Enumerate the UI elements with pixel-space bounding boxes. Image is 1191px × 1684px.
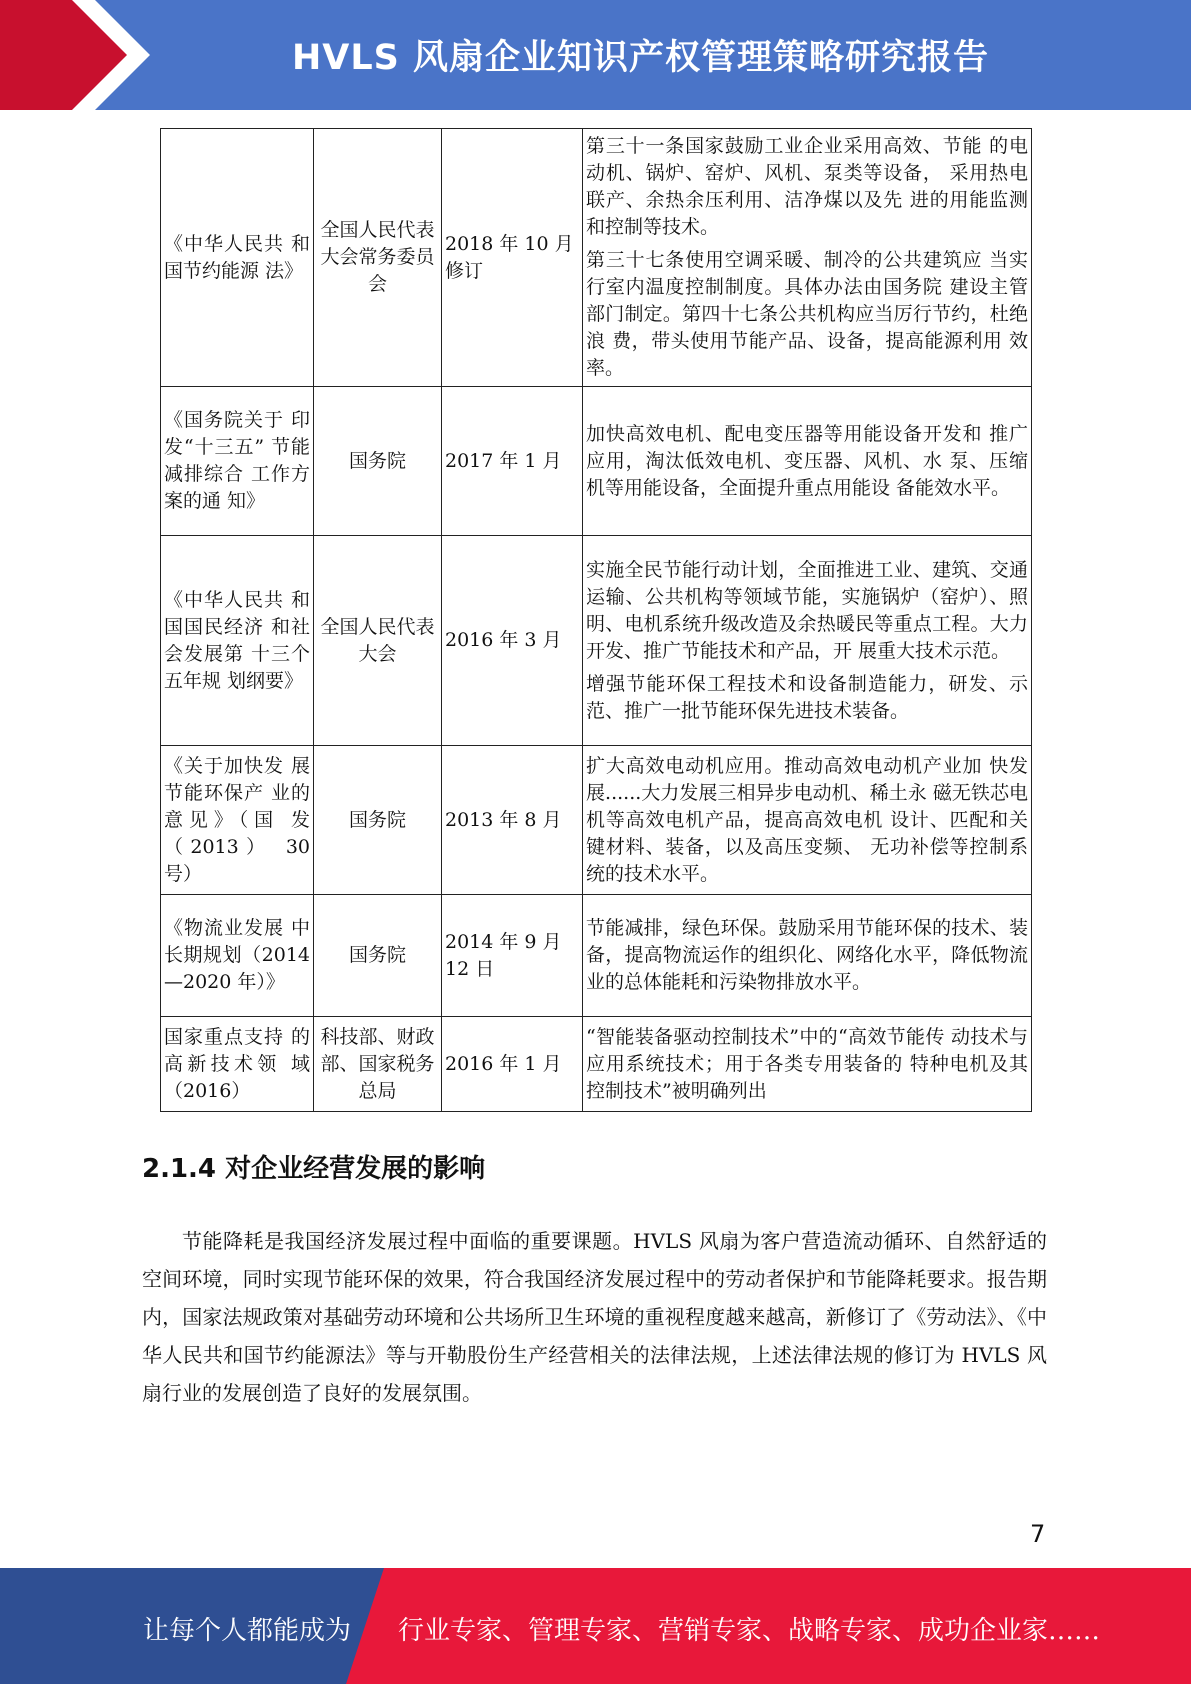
section-heading: 2.1.4 对企业经营发展的影响 [142, 1154, 486, 1184]
policy-name-cell: 《物流业发展 中长期规划（2014—2020 年）》 [161, 895, 314, 1017]
issuer-cell: 国务院 [314, 895, 442, 1017]
content-cell [583, 1017, 1032, 1112]
table-row [161, 387, 1032, 536]
content-paragraph: 第三十七条使用空调采暖、制冷的公共建筑应 当实行室内温度控制制度。具体办法由国务院 建设主管部门制定。第四十七条公共机构应当厉行节约，杜绝浪 费，带头使用节能产品、设备，提高能源利用 效率。 [586, 249, 1028, 379]
date-cell: 2013 年 8 月 [442, 746, 583, 895]
page-number: 7 [1030, 1520, 1046, 1548]
policy-name-cell: 《关于加快发 展节能环保产 业的意见》（国 发（2013） 30 号） [161, 746, 314, 895]
issuer-cell: 全国人民代表大会 [314, 536, 442, 746]
policy-name-cell: 国家重点支持 的高新技术领 域（2016） [161, 1017, 314, 1112]
content-paragraph: 增强节能环保工程技术和设备制造能力，研发、示范、推广一批节能环保先进技术装备。 [586, 672, 1028, 722]
policy-table [160, 128, 1032, 1112]
content-paragraph: 第三十一条国家鼓励工业企业采用高效、节能 的电动机、锅炉、窑炉、风机、泵类等设备， 采用热电联产、余热余压利用、洁净煤以及先 进的用能监测和控制等技术。 [586, 135, 1028, 238]
table-row [161, 129, 1032, 387]
footer-slogan-left: 让每个人都能成为 [143, 1616, 352, 1646]
date-cell: 2018 年 10 月修订 [442, 129, 583, 387]
issuer-cell: 国务院 [314, 387, 442, 536]
table-row [161, 895, 1032, 1017]
date-cell: 2014 年 9 月 12 日 [442, 895, 583, 1017]
content-cell [583, 746, 1032, 895]
table-row [161, 746, 1032, 895]
date-cell: 2016 年 3 月 [442, 536, 583, 746]
document-title: HVLS 风扇企业知识产权管理策略研究报告 [291, 38, 990, 78]
body-paragraph: 节能降耗是我国经济发展过程中面临的重要课题。HVLS 风扇为客户营造流动循环、自然舒适的空间环境，同时实现节能环保的效果，符合我国经济发展过程中的劳动者保护和节能降耗要求。报告期内，国家法规政策对基础劳动环境和公共场所卫生环境的重视程度越来越高，新修订了《劳动法》、《中华人民共和国节约能源法》等与开勒股份生产经营相关的法律法规，上述法律法规的修订为 HVLS 风扇行业的发展创造了良好的发展氛围。 [142, 1229, 1047, 1405]
footer-slogan-right: 行业专家、管理专家、营销专家、战略专家、成功企业家…… [398, 1616, 1101, 1646]
content-paragraph: 加快高效电机、配电变压器等用能设备开发和 推广应用，淘汰低效电机、变压器、风机、水 泵、压缩机等用能设备，全面提升重点用能设 备能效水平。 [586, 422, 1028, 499]
policy-name-cell: 《中华人民共 和国节约能源 法》 [161, 129, 314, 387]
page-header [0, 0, 1191, 110]
policy-table-body [161, 129, 1032, 1112]
page-footer [0, 1568, 1191, 1684]
content-cell [583, 387, 1032, 536]
content-cell [583, 536, 1032, 746]
content-cell [583, 895, 1032, 1017]
date-cell: 2017 年 1 月 [442, 387, 583, 536]
content-cell [583, 129, 1032, 387]
content-paragraph: “智能装备驱动控制技术”中的“高效节能传 动技术与应用系统技术；用于各类专用装备的 特种电机及其控制技术”被明确列出 [586, 1025, 1028, 1102]
policy-name-cell: 《国务院关于 印发“十三五” 节能减排综合 工作方案的通 知》 [161, 387, 314, 536]
issuer-cell: 科技部、财政部、国家税务总局 [314, 1017, 442, 1112]
table-row [161, 1017, 1032, 1112]
content-paragraph: 扩大高效电动机应用。推动高效电动机产业加 快发展......大力发展三相异步电动机、稀土永 磁无铁芯电机等高效电机产品，提高高效电机 设计、匹配和关键材料、装备，以及高压变频、 无功补偿等控制系统的技术水平。 [586, 754, 1028, 885]
issuer-cell: 国务院 [314, 746, 442, 895]
issuer-cell: 全国人民代表大会常务委员会 [314, 129, 442, 387]
policy-name-cell: 《中华人民共 和国国民经济 和社会发展第 十三个五年规 划纲要》 [161, 536, 314, 746]
content-paragraph: 节能减排，绿色环保。鼓励采用节能环保的技术、装备，提高物流运作的组织化、网络化水平，降低物流业的总体能耗和污染物排放水平。 [586, 917, 1028, 993]
table-row [161, 536, 1032, 746]
content-paragraph: 实施全民节能行动计划，全面推进工业、建筑、交通运输、公共机构等领域节能，实施锅炉（窑炉）、照明、电机系统升级改造及余热暖民等重点工程。大力开发、推广节能技术和产品，开 展重大技术示范。 [586, 558, 1028, 662]
date-cell: 2016 年 1 月 [442, 1017, 583, 1112]
